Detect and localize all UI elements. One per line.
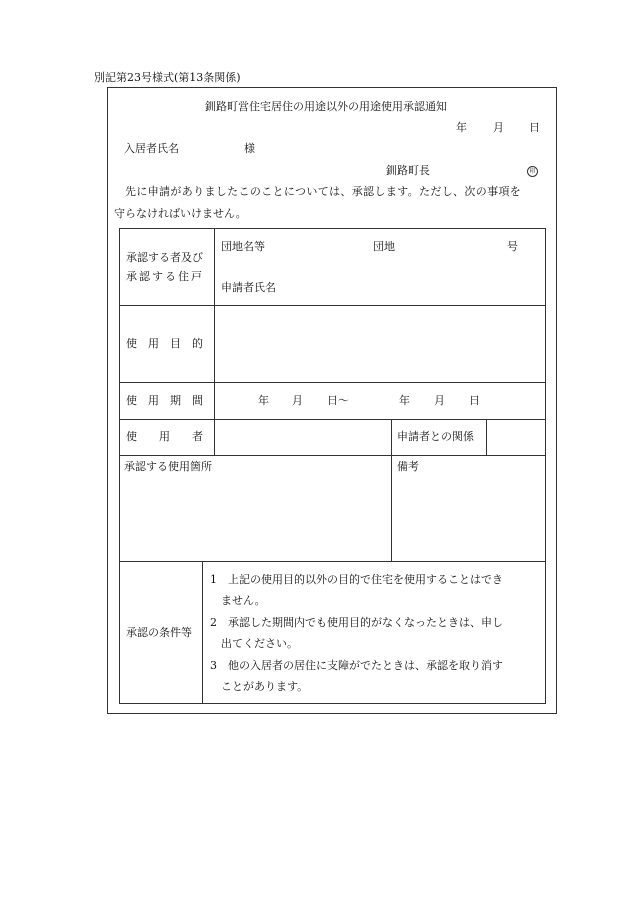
number-suffix: 号 [507, 240, 518, 253]
complex-name-label: 団地名等 [221, 240, 265, 253]
table-rule [486, 419, 487, 455]
relation-label: 申請者との関係 [397, 430, 474, 443]
body-text-line2: 守らなければいけません。 [114, 207, 247, 220]
table-rule [214, 228, 215, 455]
table-rule [119, 382, 546, 383]
period-month-end: 月 [434, 394, 445, 407]
remarks-label: 備考 [397, 460, 419, 473]
body-text-line1: 先に申請がありましたこのことについては、承認します。ただし、次の事項を [125, 185, 522, 198]
approved-area-label: 承認する使用箇所 [124, 460, 212, 473]
complex-suffix: 団地 [373, 240, 395, 253]
date-day: 日 [529, 121, 540, 134]
condition-2-line1: 2 承認した期間内でも使用目的がなくなったときは、申し [210, 616, 503, 629]
date-year: 年 [456, 121, 467, 134]
applicant-name-label: 申請者氏名 [221, 281, 276, 294]
period-year-start: 年 [258, 394, 269, 407]
period-year-end: 年 [399, 394, 410, 407]
table-rule [391, 419, 392, 561]
recipient-honorific: 様 [244, 142, 255, 155]
user-label: 使 用 者 [126, 430, 203, 443]
condition-1-line2: ません。 [221, 594, 266, 607]
condition-2-line2: 出てください。 [221, 637, 298, 650]
form-title: 釧路町営住宅居住の用途以外の用途使用承認通知 [205, 100, 447, 113]
recipient-label: 入居者氏名 [124, 142, 179, 155]
period-month-start: 月 [292, 394, 303, 407]
issuer-title: 釧路町長 [386, 164, 430, 177]
table-rule [202, 561, 203, 704]
purpose-label: 使 用 目 的 [126, 337, 203, 350]
approved-person-label-1: 承認する者及び [126, 251, 203, 264]
table-rule [119, 561, 546, 562]
conditions-label: 承認の条件等 [126, 626, 192, 639]
date-month: 月 [493, 121, 504, 134]
form-number: 別記第23号様式(第13条関係) [94, 71, 241, 84]
table-rule [119, 305, 546, 306]
period-label: 使 用 期 間 [126, 394, 203, 407]
table-rule [119, 455, 546, 456]
seal-icon: 印 [527, 166, 538, 177]
condition-3-line2: ことがあります。 [221, 680, 309, 693]
seal-mark [527, 164, 538, 177]
condition-1-line1: 1 上記の使用目的以外の目的で住宅を使用することはでき [210, 573, 503, 586]
period-day-end: 日 [469, 394, 480, 407]
condition-3-line1: 3 他の入居者の居住に支障がでたときは、承認を取り消す [210, 659, 503, 672]
approved-person-label-2: 承認する住戸 [126, 270, 204, 283]
period-day-start: 日〜 [327, 394, 349, 407]
table-rule [119, 419, 546, 420]
